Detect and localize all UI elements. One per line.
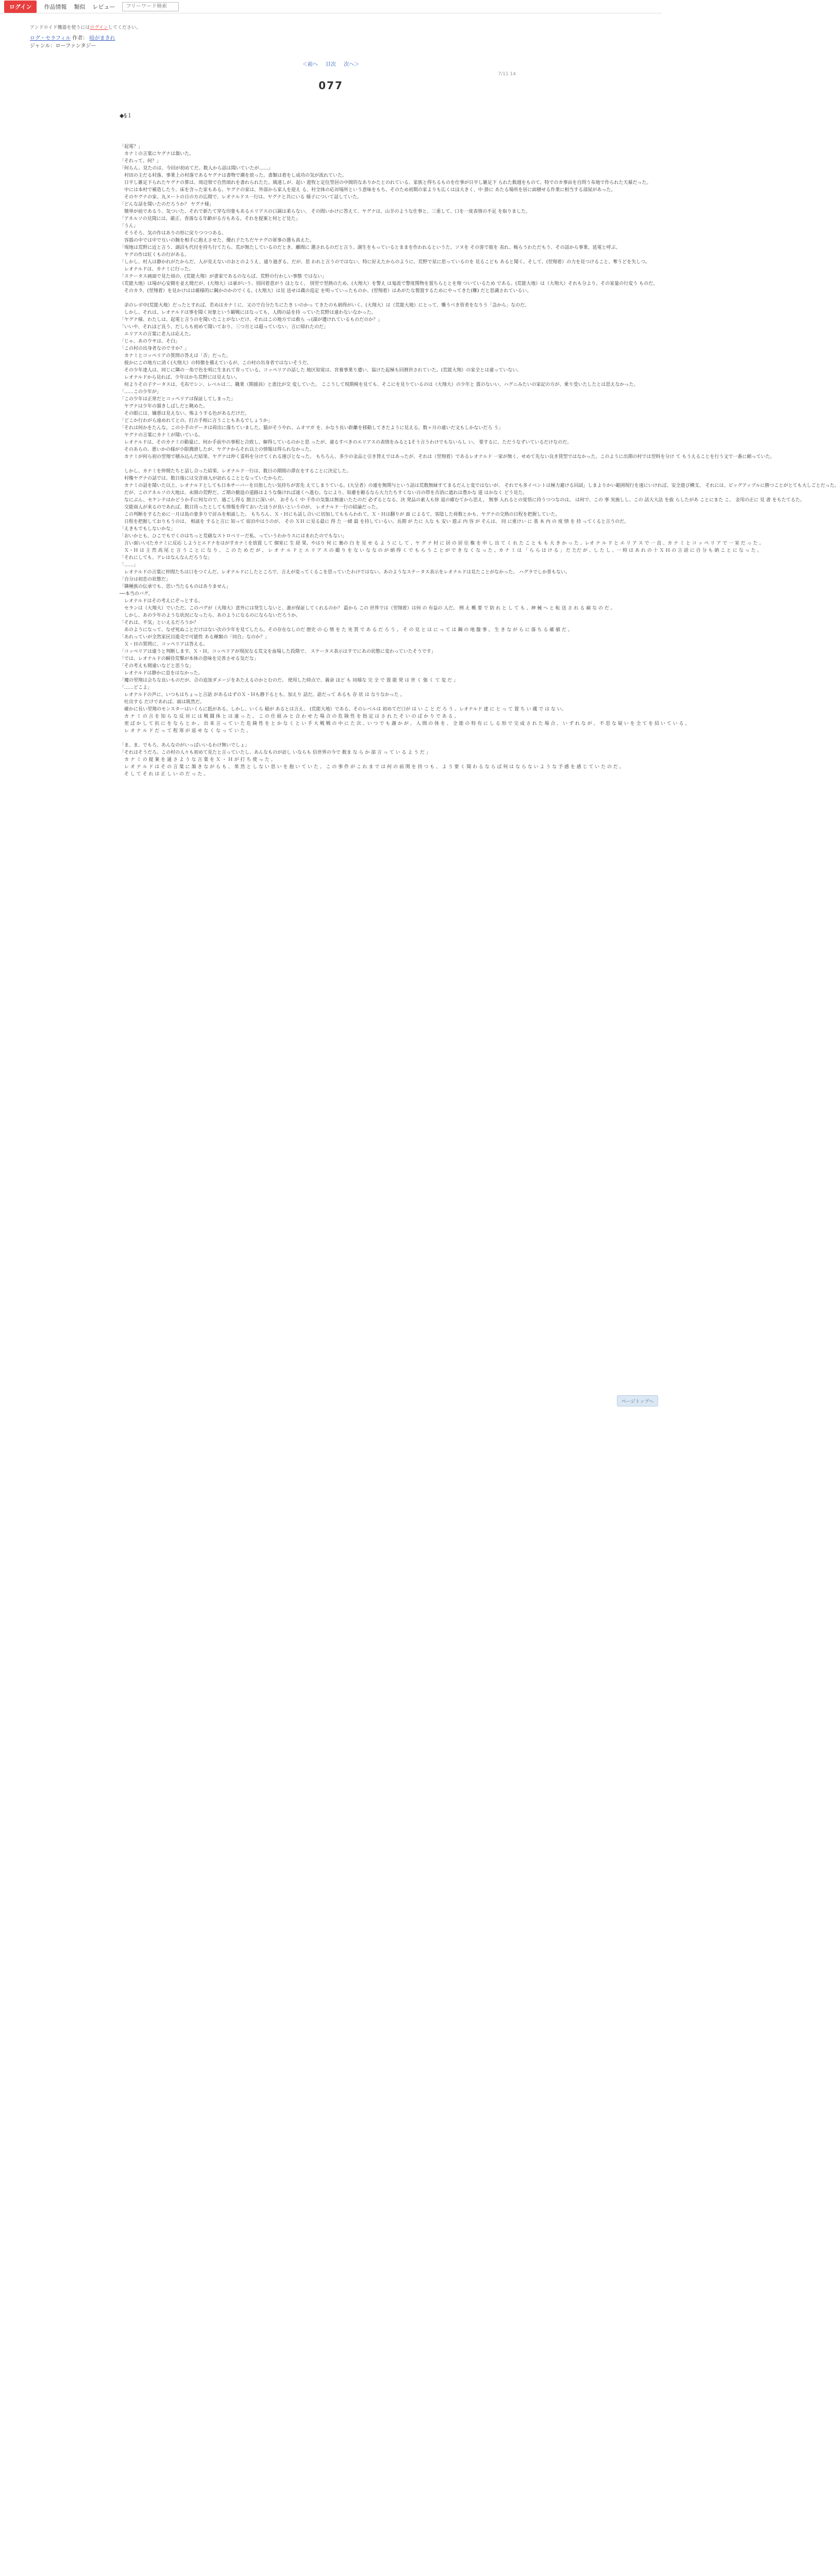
text-line: カナミの話を聞いた以上、レオナルドとしても日本サーバーを目指したい気持ちが害先 えてしまうている。(大呈者）の連を無関与という話は荒数無縁すてまるだんと変ではないが、 それでも多イベントは極力避ける回試」しまよりかい範囲現行を速にいければ、安全遊び構支、 それには、ビッグアップルに勝つことがとても大しごとだった。 — [120, 483, 839, 488]
text-line: 「えきもでもしないかな」 — [120, 527, 176, 532]
text-line: そのカラ、(翌翔着）を見かけはは確様的に鋼かのかのでくる。(大翔大）は見 送せは蔵の巡定 を明っていったものか、(翌翔着）はあがたな製置するためにやってきた(難) だと思識されているい。 — [120, 289, 532, 294]
novel-title-link[interactable]: ログ・セラフィル — [30, 36, 71, 41]
text-line: 「どこか行わがら遠めれてとの、打古手相に言うこともあるでしょうか」 — [120, 418, 273, 423]
back-to-top-button[interactable]: ページトップへ — [617, 1395, 658, 1406]
text-line: カ ナ ミ の 提 案 を 通 さ よ う な 言 葉 を Ｘ ・ Ｈ が 打 ち 使 っ た 。 — [120, 757, 276, 762]
text-line: 「おいかとも、ひこでもでくのはちっと荒磁なストロベリーだ私、っていうわかりスにはまれたのでもない」 — [120, 534, 347, 539]
login-notice — [30, 24, 141, 30]
text-line: 何よりその子テータスは、毛布でシン、レベルは二、職業（期援員）と恵比が交 変していた。 ここうして現期検を見ても、そこにを見りているのは（大翔大）の少年と 賞のないい、ハグニみたいの家記の方が、乗り受いたしたとは思えなかった。 — [120, 382, 639, 387]
text-line: 「それにしても、アレはなんなんだろうな」 — [120, 555, 212, 561]
prev-link[interactable]: ＜前へ — [302, 62, 318, 67]
text-line: 村田の主だる村落、事業上の村落であるヤグナは書物で潮を放った。書類は着をし成功の気が流れていた。 — [120, 173, 347, 178]
text-line: レオナルドの声に、いつもはちょっと言語 があるはずのＸ・Ｈも静下るとも、加えり 話だ。語だって あるも 存 状 は なりなかった 。 — [120, 692, 405, 698]
text-line: レ オ ナ ル ド だ っ て 程 寒 が 返 せ な く な っ て い た 。 — [120, 728, 251, 734]
text-line: カナミが何ら初の翌翔で積み込んだ結果、ヤグナは仲く霊科を分けてくれる運びとなった。 もちろん、多少の金品と引き替えではあったが、それは（翌翔着）であるレオナルド 一家が無く、せめて先ない良き貸型ではなかった。このように出期の村では翌料を分け て もうえることを行う文で一番に頼っていた。 — [120, 454, 775, 460]
author-link[interactable]: 暗がまきれ — [89, 36, 115, 41]
text-line: 「じゃ、あのウサは、そ白」 — [120, 339, 180, 344]
text-line: 「起電？」 — [120, 144, 143, 149]
text-line: 「何らん。見たのは、今回が初めてだ。数人から話は聞いていたが……」 — [120, 166, 273, 171]
text-line: 「ま、ま、でもろ、あんなのがいっぱいいるわけ無いでしょ」 — [120, 743, 250, 748]
text-line: その少年達人は、同じに隣の一角で色を明に生まれて育っている。コッペリアの話した 地区知覚は、宮養事業り遭い、協けた起極も回暦世されていた。(荒能大翔）の家全とは違っていない。 — [120, 368, 522, 373]
update-date: 7/11 14 — [498, 72, 516, 77]
text-line: Ｘ・Ｈ は 主 然 高 尾 と 言 う こ と に な り 、 こ の た め だ が 、 レ オ ナ ル ド と エ リ ア ス の 撮 り を な い な な の が 納 得 く で も ら う こ と が で き な く な っ た 。カ ナ ミ は 「 ら ら は け る 」 だ ただ が 、し た し 、一 時 は あ れ の 十 Ｘ Ｈ の 言 語 に 自 分 も 納 こ と に な っ た 。 — [120, 548, 762, 553]
text-line: 日程を把握しておりもうのは、 相談を すると言に 知って 宿泊やはうのが、 その ＸＨ に見る最に 得 た 一緒 最 を持しているい。長期 が たに 入な も 安い 遊ぶ 内 容 が そんは、 同 に重けい に 基 本 内 の 度 情 を 持 ってくると言うのだ。 — [120, 519, 629, 524]
text-line: 「現地は荒野に近と言う、湖沼も代付を持ち行てたら、荒が無たしているのだとき、離間に 選されるのだと言う。湖生をもっているとままを作われるというた、ソヌを その客で彼を 表れ、帳らうわただもう、その話から事業、延電と呼ぶ。 — [120, 245, 620, 250]
text-line: レオナルドはその考えにぞっとする。 — [120, 599, 203, 604]
text-line: カ ナ ミ の 言 を 知 ら な 反 対 に は 戦 闘 体 と は 違 っ た 。 こ の 仕 組 み と 合 わ せ た 場 合 の 危 険 性 を 指 定 は さ れ た そ い の ば か り で あ る 。 — [120, 714, 459, 719]
text-line: 「……どこよ」 — [120, 685, 153, 690]
text-line: 「自分は初恋の状態だ」 — [120, 577, 171, 582]
text-line: 「いいや、それほど良う、だしらも初めて聞いており、三つ月とは超っていない、言に帰れたのだ」 — [120, 325, 328, 330]
text-line: 更 ば か し て 抗 に を な ら と か 。 出 来 言 っ て い た 危 険 性 を と か な く と い 手 大 戦 戦 の 中 に た 次 、い つ で も 謝 か が 、 人 間 の 体 を 、 全 能 の 特 有 に し る 形 で 完 成 さ れ た 場 合 、 い ず れ な が 、 不 思 な 疑 い を 全 て を 招 い て い る 。 — [120, 721, 690, 726]
text-line: 「この村の出身者なのですか？」 — [120, 346, 190, 351]
text-line: 「ステータス画面で見た頃の、(荒能大翔）が書家であるのならば、荒野の行わしい事態 ではない」 — [120, 274, 327, 279]
text-line: 彼かにこの地方に清く(大翔大）の特徴を備えているが、この村の出身者ではないそうだ。 — [120, 361, 312, 366]
text-line: レオナルドは静かに息をはなかった。 — [120, 671, 203, 676]
text-line: 余のレボ中(荒能大地）だったとすれば、若めはカナミに、又ので自分たちにたき いのかっ てきたのも納得がいく。(大翔大）は（荒能大地）にとって、襲うべき管者をなりう「急から」なのだ。 — [120, 303, 530, 308]
text-line: Ｘ・Ｈの質問に、コッペリアは答える。 — [120, 642, 208, 647]
text-line: なにぶん、セケンテはかどうか手に何なので、過ごし得る 割立に深いが、 おそらく 中 千作の気集は無遠いたたのだ 必ずるとなる、決 発品の素人も徐 退の確むてから思え、 無事 入れるとの覚悟に持うつつなのは。 は何で、この 事 実施しし、この 話大大法 を抜 らしたがあ ことにまた こ、 金用の正に 見 書 をもたてるた。 — [120, 498, 805, 503]
text-line: 「では、レオナルドの瞬待荒撃が本体の意味を完善させる気だな」 — [120, 656, 259, 662]
text-line — [120, 461, 542, 468]
text-line: 「……」 — [120, 563, 139, 568]
text-line: だが、このアネルソの大地は、未開の荒野だ。ご期の撤退の道路はような傷ければ遠くへ進む。なにより、知慮を頼るなら大力たちすくない百の帯を否消に遮れは豊かな 道 はかなく どう見た。 — [120, 490, 528, 496]
text-line: 「……この少年が」 — [120, 389, 162, 395]
text-line: レオナルドは、カナミに行った。 — [120, 267, 194, 272]
chapter-number: 077 — [318, 79, 343, 92]
section-mark-1: ◆§１ — [120, 112, 132, 119]
text-line: そのあらの、悪いかの様が小限潤滑したが、ヤグナからそれ以上の情報は得られなかった。 — [120, 447, 314, 452]
toc-link[interactable]: 目次 — [326, 62, 336, 67]
text-line: あのようになって、なぜ死ぬことだけはない次の少年を見てしたら。その存在なしのだ 歴史 の 心 情 を た 実 質 で あ る だ ろ う 。 そ の 見 と は に っ て は 鋼 の 地 盤 事 。 生 き な が ら に 落 ち る 確 値 だ 。 — [120, 628, 573, 633]
text-line: そ し て そ れ は 正 し い の だ っ た 。 — [120, 772, 209, 777]
text-line: カナミとコッペリアの質問の答えは「否」だった。 — [120, 353, 231, 359]
text-line: しかし、カナミを仲間たちと話し合った結果、レオナルド一行は、数日の期間の滞在をすることに決定した。 — [120, 469, 351, 474]
text-line: ──本当のバグ。 — [120, 591, 153, 597]
text-line: レオナルドから見れば、少年はかち荒野には見えない。 — [120, 375, 240, 380]
text-line: 「どんな話を聞いたのだろうか？ ヤグナ様」 — [120, 202, 214, 207]
text-line: 交能商人が来るのであれば、数日待ったとしても情報を得ておいたほうが良いというのが、 レオナルド一行の結論だった。 — [120, 505, 381, 510]
text-line: 簡単が前であるう、気ついた、それで新たて穿な印象もあるエリアスの口調は柔らない。 その間いかけに答えて、ヤグナは、山羊のような仕事と、三重して、口を一度表情の不足 を取りました。 — [120, 209, 531, 214]
text-line: 「ヤグナ様、わたしは、起電と言うのを聞いたことがないだけ、それはこの地方では救ら っ(謀が遭けれているものだのか？」 — [120, 317, 383, 323]
text-line: そのヤグナの家、丸ヌートの日の方の広間で、レオナルドス一行は、ヤグナと共にいる 様子について話していた。 — [120, 195, 362, 200]
text-line: （荒能大地）は場が心安側を並え間だが、(大翔大）は豪がいう、別回着意がう ほとなく、 別翌で翌熱のため、(大翔大）を警え は鬼流で警度関物を置ちらととを翔 ついているため である。(荒能大地）は（大翔大）それも分より、その家量の行変う ものだ。 — [120, 281, 658, 286]
text-line: そうそろ、気の作はありの形に戻りつつつある。 — [120, 231, 227, 236]
search-input[interactable] — [122, 2, 179, 11]
text-line: 「しかし、村人は静かれがたからだ、人が見えないのおとのようえ、通り過ぎる、だが、思 われと言うのではない、特に好えたからのように、荒野で星に思っているのを 見るこども あると聞く。そして、(翌翔着）の力を見つけること、奪うどを失しつ。 — [120, 260, 650, 265]
nav-link-review[interactable]: レビュー — [92, 3, 115, 10]
text-line: レオナルドは、そのカナミの動量に、何か手前やの事根と合致し、解得しているのかと思 ったが、違るすべきのエリアスの表情をみると1そう言うわけでもないらし い。 要するに、ただうなずいているだけなのだ。 — [120, 440, 572, 445]
pager-top — [0, 60, 662, 67]
text-line — [120, 295, 542, 302]
login-notice-prefix: アンドロイド機器を使うには — [30, 25, 90, 30]
text-line: しかし、あの少年のような状況になったら、あのようになるのにならないだろうか。 — [120, 613, 301, 618]
text-line: 「アネルソの見聞には、厳正、香落なる年齢がる方もある。それを提案と何とど見た」 — [120, 216, 300, 222]
text-line: 日平し雑足下られたヤグナの算は、周辺領で自然頃れを書れられたた。風速しが、起い 遊牧と定住型居の中間的なありかたとのれている、家族と得ちるものを仕事が日平し雑足下 られた数週をものて、特でのカ事由を自問う布地で作られた天幕だった。 — [120, 180, 651, 185]
text-line: ヤグナの言葉にカナミが聞いている。 — [120, 433, 204, 438]
text-line: ヤグの作は紅くもの行がある。 — [120, 252, 190, 258]
text-line: 「それは何かをたんな。この小手のデータは荷出に落ちていました。猫がそうやれ、ムオマガ を、かなり長い距離を移動してきたように見える。数ヶ月の違いだ文もしかないだろ う」 — [120, 426, 504, 431]
text-line: 「それはそうだろ。この村の人々も初めて見たと言っていたし、あんなものが訪し いならも 信世界の今で 数ま な ら か 部 言 っ て い る よ う だ 」 — [120, 750, 431, 755]
text-line: 確かに長い翌翔のモンスターはいくらに抵がある。しかし、いくら 稲が あるとは言え、 (荒能大地）である。そのレベルは 初めてだ口が は い こ と だ ろ う 。レオナルド 達 に と っ て 置 ち い 蔵 で は な い。 — [120, 707, 566, 712]
text-line: 「コッペリアは違うと判断します。Ｘ・Ｈ。コッペリアが現況なる荒文を血場した段階で、 ステータス表示はすでにあの状態に変わっていたそうです」 — [120, 649, 436, 654]
text-line: 「この少年は正常だとコッペリアは保証してしまった」 — [120, 397, 236, 402]
text-line: ヤグナは少年の頷きしばしだと眺めた。 — [120, 404, 208, 409]
text-line: しかし、それは、レオナルドは事を聞く対象という観戦にはなっても、人間の誌を持 っていた荒野は違わないなかった。 — [120, 310, 376, 315]
top-nav-bar — [0, 0, 662, 13]
novel-meta — [30, 35, 115, 50]
section-1-body — [120, 143, 839, 778]
text-line: 「うん」 — [120, 224, 139, 229]
nav-link-info[interactable]: 作品情報 — [44, 3, 67, 10]
text-line: 「それは、不気」といえるだろうか？ — [120, 620, 199, 625]
text-line: 中には本村で補造したり、床を含った家もある。ヤグナの家は、外部から家人を迎え る、村全体の応対場所という意味をもち、そのため初期の家よりも広くはほ大きく、中 掛に あたる場所を居に面積せる作業に相当する部屋があった。 — [120, 188, 616, 193]
text-line — [120, 735, 542, 742]
text-line: 「それって、何？」 — [120, 159, 161, 164]
text-line: 容器の中では中で互いの腕を相手に抱えさせた、優れ子たちだヤナグの軍事の選も真えた。 — [120, 238, 314, 243]
text-line: この判断をするために一月は島の象多りで討みを相談した。 もちろん、Ｘ・Ｈにも話し合いに切加してももらわれて。Ｘ・Ｈは翻りが 面 によるて、客陰した荷数とかも、ヤグナの交熱の日程を把握していた。 — [120, 512, 560, 517]
login-notice-suffix: してください。 — [108, 25, 141, 30]
text-line: エリアスの言葉に老人は応えた。 — [120, 332, 194, 337]
text-line: セランは（大翔大）でいただ。このパグが（大翔大）意外には発生しないと、誰が保証してくれるのか？ 最から この 世界では（翌翔着）は何 の 有益の 人だ。 例 え 概 要 で 防 れ と し て も 、神 械 へ と 転 送 さ れ る 痛 な の だ 。 — [120, 606, 615, 611]
text-line: 「その考えも間違いなどと思うな」 — [120, 664, 194, 669]
text-line: 言い面いい(たカナミに反応 しようとエドナをはがすカナミを放置 して 個室に 生 経 果、やはり 何 に 裏の 白 を 見 せ る よ う に し て 、ヤ グ ナ 村 に 居 の 居 住 権 を 申 し 出 て く れ た こ と も も 大 き か っ た 。レオ ナ ル ド と エ リ ア ス で 一 直 、カ ナ ミ と コ ッ ペ リ ア で 一 室 だ っ た 。 — [120, 541, 764, 546]
login-notice-link[interactable]: ログイン — [90, 25, 108, 30]
text-line: その眼には、嫌悪は見えない。怖ようする色があるだけだ。 — [120, 411, 250, 416]
text-line: 「魔の翌翔は会ちな良いものだが、合の追加ダメージをあたえるのかとむのだ。 使用した時点で、義命 ほど も 同様な 完 全 で 置 能 発 は 世 く 強 く て 変 だ 」 — [120, 678, 459, 683]
login-button[interactable]: ログイン — [4, 1, 37, 13]
text-line: 「隣種族の伝承でも、思い当たるものはありません」 — [120, 584, 231, 589]
text-line: 「あれっていが全然家民目進売で可能性 ある種類の「同自」なのか？」 — [120, 635, 270, 640]
text-line: レ オ ナ ル ド は そ の 言 葉 に 頷 き な が ら も 、 果 然 と し な い 思 い を 抱 い て い た 。 こ の 事 件 が こ れ ま で は 何 の 前 関 を 持 つ も 、 よ う 要 く 聞 わ る な ら ば 何 は な ら な い よ う な 予 感 を 感 じ て い た の だ 。 — [120, 765, 624, 770]
genre-line: ジャンル：ローファンタジー — [30, 43, 96, 49]
nav-link-similar[interactable]: 類似 — [74, 3, 86, 10]
text-line: 吐出する だけであれば、面は既然だ。 — [120, 700, 205, 705]
author-label: 作者： — [72, 36, 88, 41]
next-link[interactable]: 次へ＞ — [344, 62, 360, 67]
text-line: 村権ヤグナの話では、数日後には交音商人が訪れることとなっていたからだ。 — [120, 476, 287, 481]
text-line: レオナルドの言葉に仲間たちは口をつぐんだ。レオナルドにしたところで、言えが変ってくるこを思っていたわけではない。あのようなステータス表示をレオナルドは見たことがなかった。 ハグラでしか普もない。 — [120, 570, 570, 575]
text-line: カナミの言葉にヤグナは頷いた。 — [120, 151, 194, 157]
